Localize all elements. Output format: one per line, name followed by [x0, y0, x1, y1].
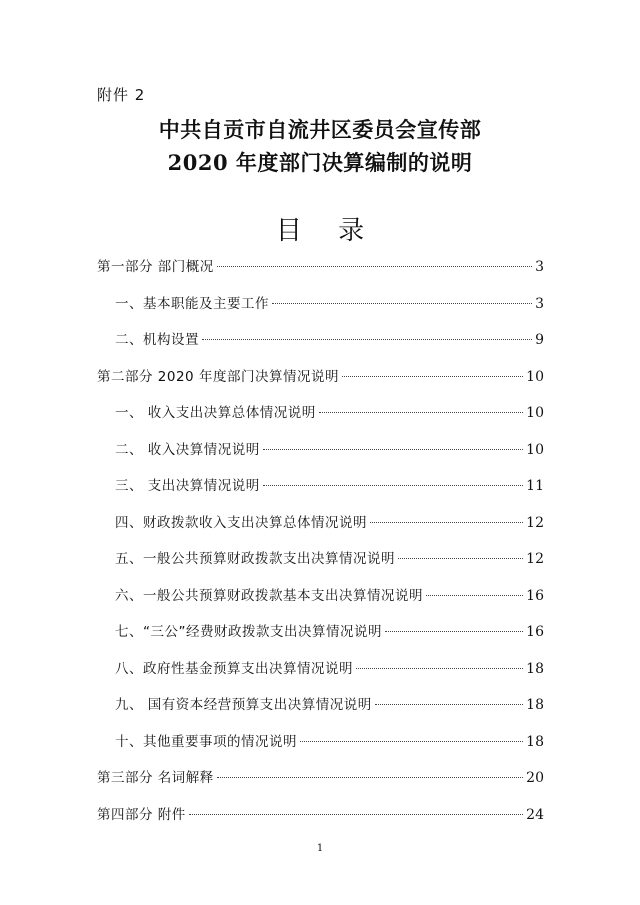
dot-leader — [272, 303, 532, 304]
toc-entry-label: 四、财政拨款收入支出决算总体情况说明 — [115, 514, 367, 531]
dot-leader — [263, 485, 523, 486]
toc-entry-page: 12 — [526, 551, 544, 567]
dot-leader — [426, 595, 523, 596]
dot-leader — [217, 266, 532, 267]
toc-entry-page: 10 — [526, 441, 544, 458]
toc-heading: 目 录 — [275, 216, 379, 246]
dot-leader — [356, 668, 523, 669]
toc-entry[interactable] — [97, 727, 544, 764]
toc-entry-label: 六、一般公共预算财政拨款基本支出决算情况说明 — [115, 587, 423, 604]
document-title-line1: 中共自贡市自流井区委员会宣传部 — [158, 117, 482, 142]
toc-entry-label: 一、 收入支出决算总体情况说明 — [115, 405, 316, 421]
page-number: 1 — [316, 843, 324, 854]
toc-entry[interactable] — [97, 362, 544, 399]
dot-leader — [342, 376, 523, 377]
toc-entry-page: 9 — [535, 332, 544, 348]
toc-entry-label: 五、一般公共预算财政拨款支出决算情况说明 — [115, 551, 395, 567]
toc-entry[interactable] — [97, 325, 544, 362]
toc-entry-page: 20 — [526, 770, 544, 786]
toc-entry[interactable] — [97, 763, 544, 800]
toc-entry[interactable] — [97, 544, 544, 581]
toc-entry[interactable] — [97, 581, 544, 618]
toc-entry-page: 18 — [526, 697, 544, 713]
toc-entry-label: 第三部分 名词解释 — [97, 770, 214, 786]
toc-entry-page: 10 — [526, 368, 544, 385]
toc-entry-label: 七、“三公”经费财政拨款支出决算情况说明 — [115, 624, 382, 640]
toc-entry-label: 第二部分 2020 年度部门决算情况说明 — [97, 368, 339, 385]
toc-entry[interactable] — [97, 508, 544, 545]
toc-entry[interactable] — [97, 471, 544, 508]
toc-entry-label: 九、 国有资本经营预算支出决算情况说明 — [115, 697, 372, 713]
attachment-label: 附件 2 — [97, 86, 146, 104]
toc-entry[interactable] — [97, 690, 544, 727]
toc-entry-label: 八、政府性基金预算支出决算情况说明 — [115, 660, 353, 677]
dot-leader — [189, 814, 523, 815]
toc-entry-page: 3 — [535, 295, 544, 312]
dot-leader — [385, 631, 523, 632]
toc-entry[interactable] — [97, 800, 544, 837]
toc-entry-label: 三、 支出决算情况说明 — [115, 478, 260, 494]
document-title-line2: 2020 年度部门决算编制的说明 — [167, 150, 473, 175]
toc-entry-label: 一、基本职能及主要工作 — [115, 295, 269, 312]
toc-entry[interactable] — [97, 289, 544, 326]
toc-entry[interactable] — [97, 252, 544, 289]
toc-entry-page: 18 — [526, 660, 544, 677]
dot-leader — [300, 741, 523, 742]
toc-entry-page: 18 — [526, 733, 544, 750]
toc-entry-label: 十、其他重要事项的情况说明 — [115, 733, 297, 750]
toc-entry-page: 24 — [526, 806, 544, 823]
toc-entry-page: 11 — [526, 478, 544, 494]
dot-leader — [370, 522, 523, 523]
toc-entry-page: 10 — [526, 405, 544, 421]
dot-leader — [375, 704, 523, 705]
dot-leader — [319, 412, 523, 413]
dot-leader — [263, 449, 523, 450]
toc-entry-label: 第四部分 附件 — [97, 806, 186, 823]
dot-leader — [202, 339, 532, 340]
toc-entry-page: 16 — [526, 587, 544, 604]
toc-entry[interactable] — [97, 617, 544, 654]
toc-entry[interactable] — [97, 398, 544, 435]
toc-entry-label: 二、机构设置 — [115, 332, 199, 348]
toc-entry-label: 二、 收入决算情况说明 — [115, 441, 260, 458]
toc-entry-page: 16 — [526, 624, 544, 640]
toc-entry[interactable] — [97, 654, 544, 691]
dot-leader — [217, 777, 523, 778]
dot-leader — [398, 558, 523, 559]
toc-entry-page: 12 — [526, 514, 544, 531]
toc-entry[interactable] — [97, 435, 544, 472]
table-of-contents — [97, 252, 544, 836]
toc-entry-page: 3 — [535, 259, 544, 275]
toc-entry-label: 第一部分 部门概况 — [97, 259, 214, 275]
